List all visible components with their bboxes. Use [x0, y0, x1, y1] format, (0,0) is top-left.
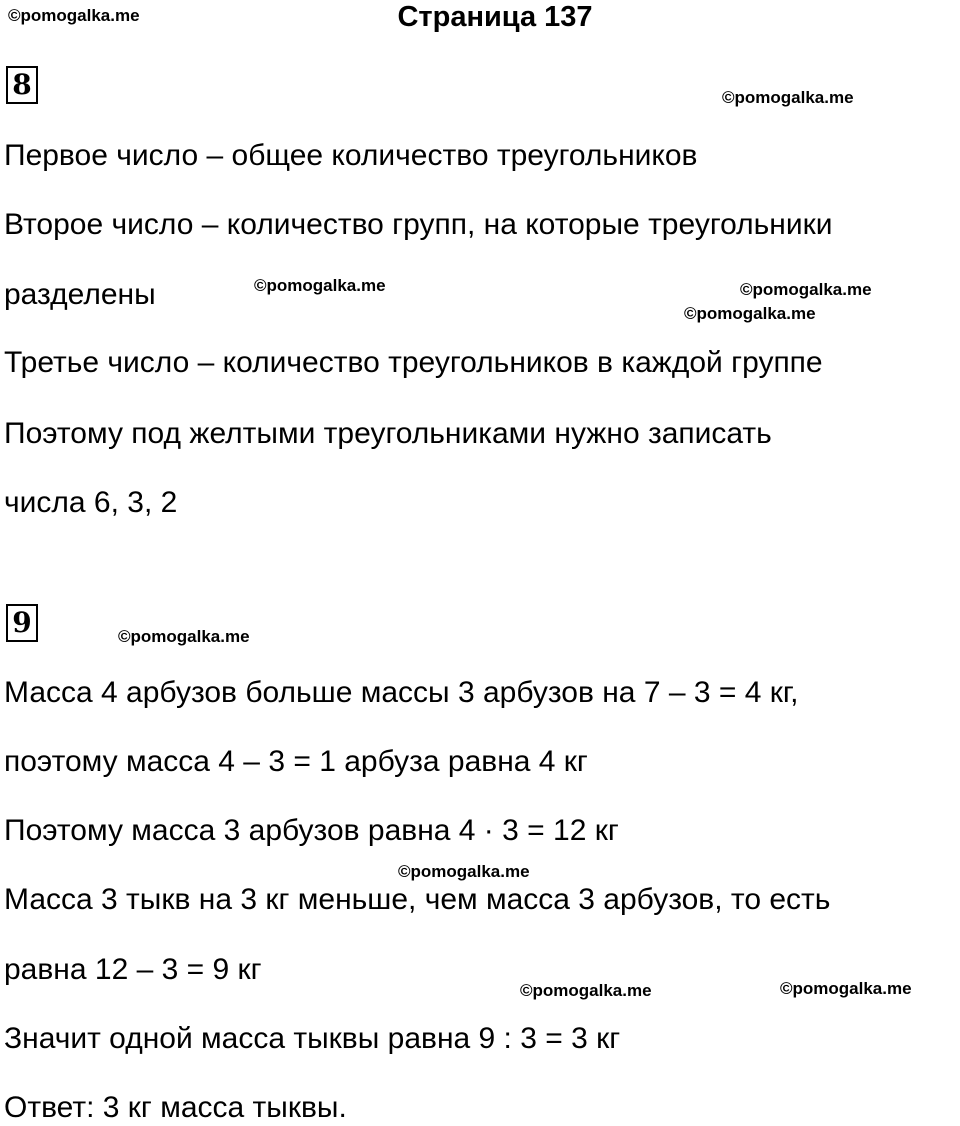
watermark: ©pomogalka.me [118, 627, 250, 646]
task-8-line: Первое число – общее количество треугольников [4, 139, 698, 172]
watermark: ©pomogalka.me [520, 981, 652, 1000]
watermark-header: ©pomogalka.me [8, 6, 140, 25]
task-9-line: Ответ: 3 кг масса тыквы. [4, 1091, 347, 1124]
task-9-line: поэтому масса 4 – 3 = 1 арбуза равна 4 кг [4, 745, 588, 778]
task-9-line: Масса 3 тыкв на 3 кг меньше, чем масса 3 арбузов, то есть [4, 883, 831, 916]
task-9-line: Поэтому масса 3 арбузов равна 4 · 3 = 12 кг [4, 814, 619, 847]
task-8-line: Третье число – количество треугольников в каждой группе [4, 346, 823, 379]
watermark: ©pomogalka.me [398, 862, 530, 881]
watermark: ©pomogalka.me [740, 280, 872, 299]
task-8-number: 8 [6, 66, 38, 104]
task-8-line: числа 6, 3, 2 [4, 486, 178, 519]
watermark: ©pomogalka.me [254, 276, 386, 295]
task-9-number: 9 [6, 604, 38, 642]
page-title: Страница 137 [397, 1, 593, 33]
task-8-line: разделены [4, 278, 156, 311]
task-9-line: равна 12 – 3 = 9 кг [4, 953, 262, 986]
watermark: ©pomogalka.me [684, 304, 816, 323]
task-8-line: Второе число – количество групп, на которые треугольники [4, 208, 833, 241]
task-9-line: Значит одной масса тыквы равна 9 : 3 = 3 кг [4, 1022, 621, 1055]
watermark: ©pomogalka.me [722, 88, 854, 107]
task-8-line: Поэтому под желтыми треугольниками нужно записать [4, 417, 772, 450]
watermark: ©pomogalka.me [780, 979, 912, 998]
task-9-line: Масса 4 арбузов больше массы 3 арбузов на 7 – 3 = 4 кг, [4, 676, 799, 709]
